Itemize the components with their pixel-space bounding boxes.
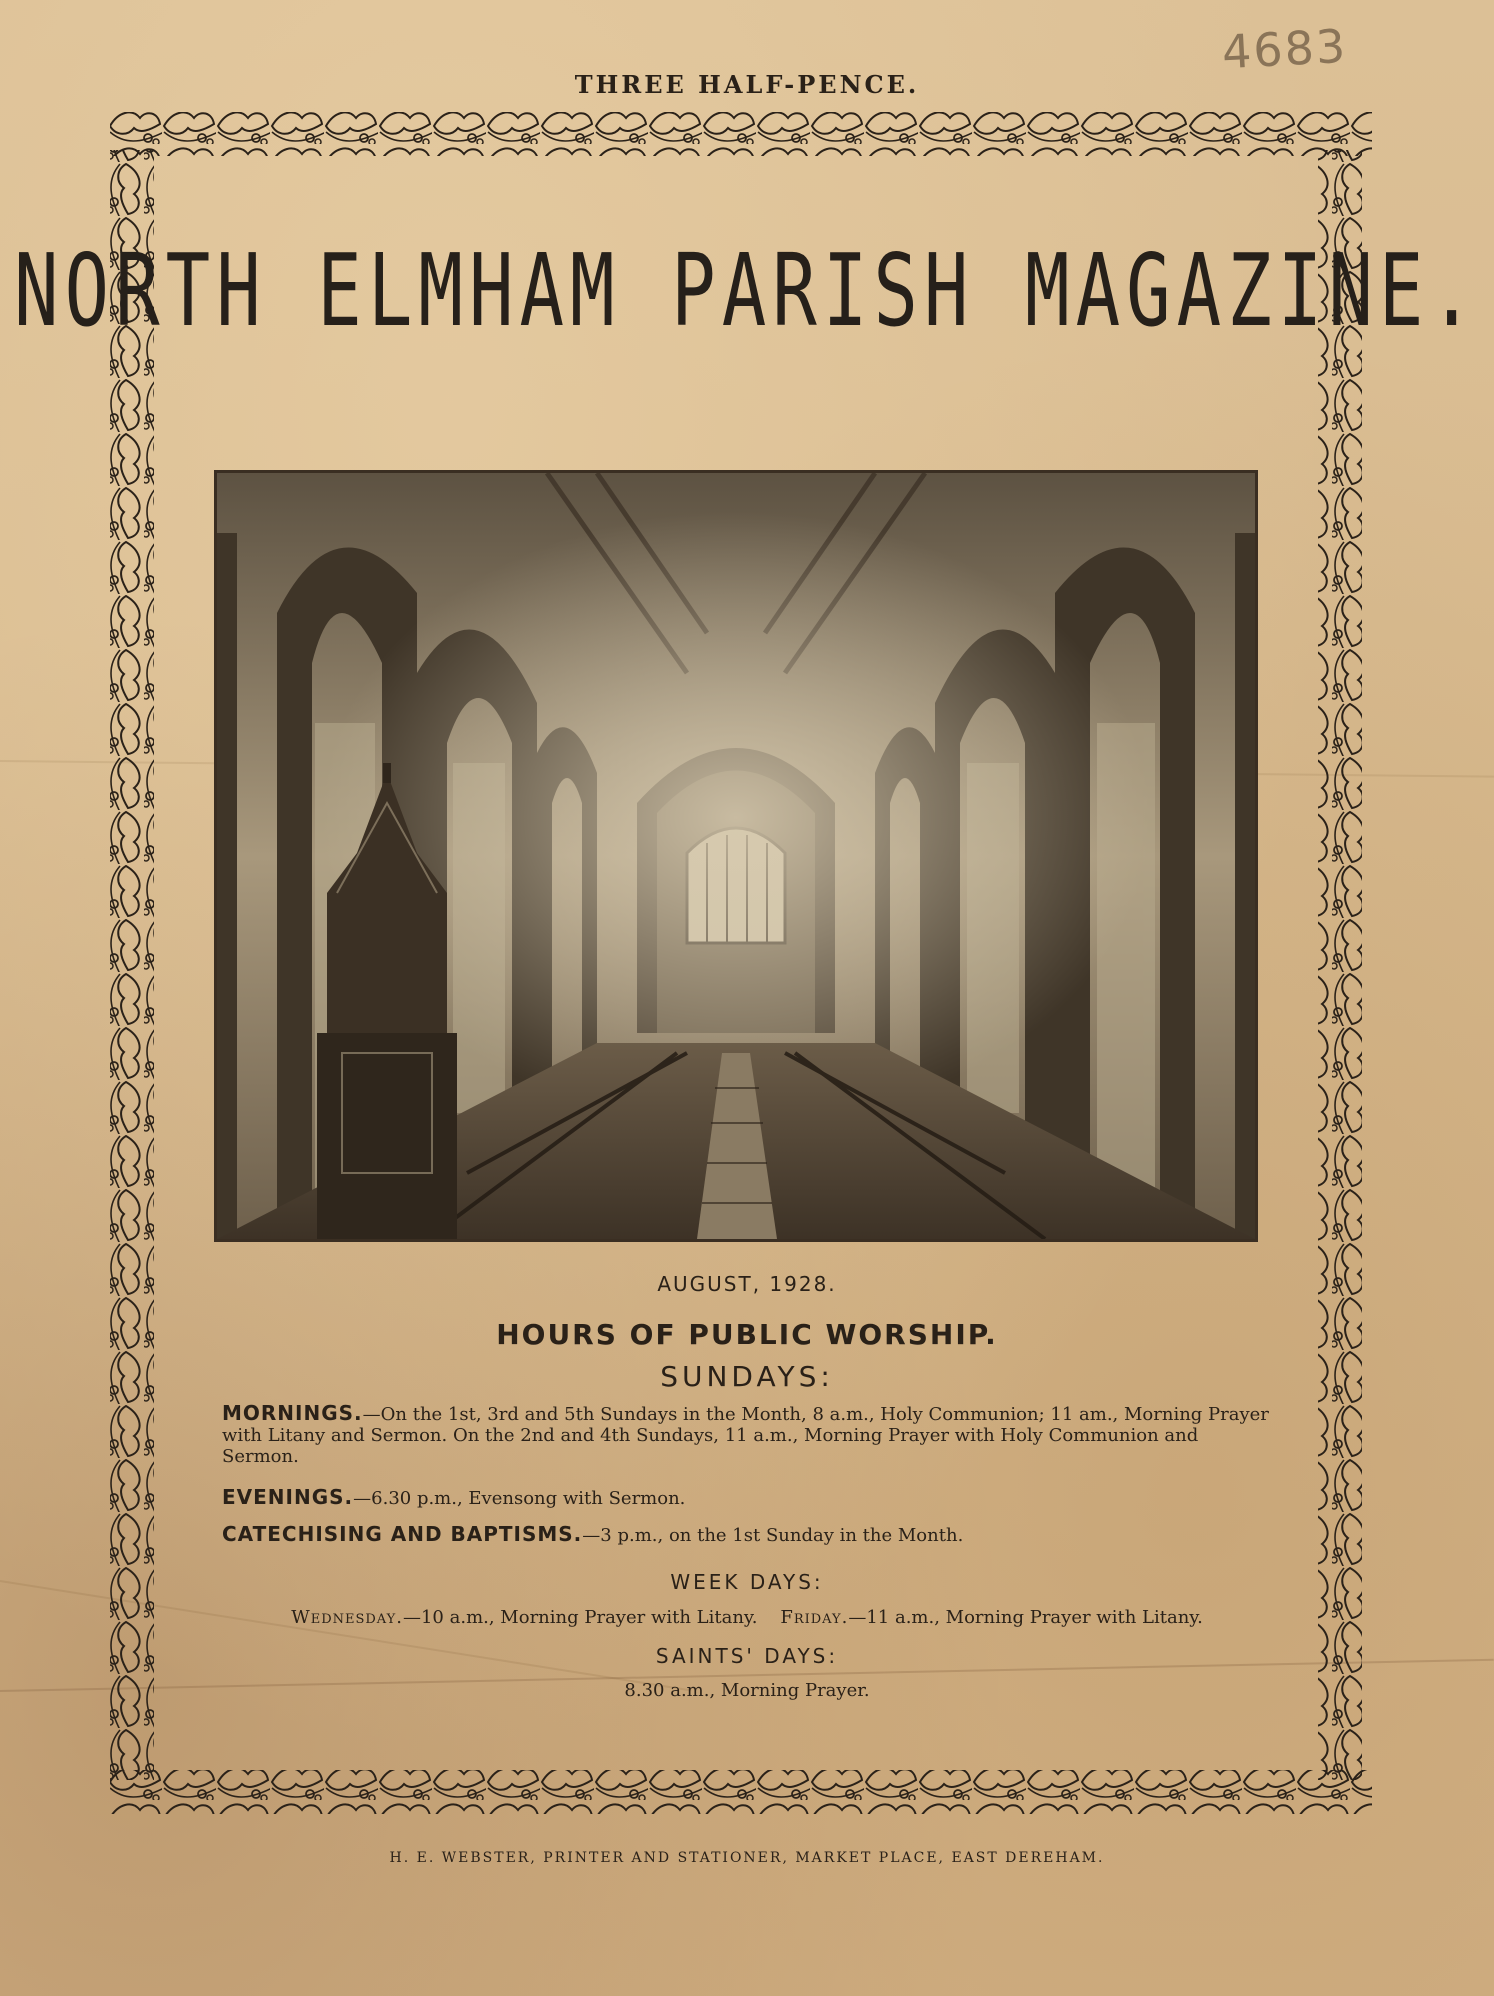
mornings-entry — [222, 1403, 1272, 1467]
mornings-text: —On the 1st, 3rd and 5th Sundays in the Month, 8 a.m., Holy Communion; 11 am., Morning Prayer with Litany and Sermon. On the 2nd and 4th Sundays, 11 a.m., Morning Prayer with Holy Communion and Sermon. — [222, 1404, 1269, 1467]
weekdays-entry — [0, 1607, 1494, 1628]
magazine-title: NORTH ELMHAM PARISH MAGAZINE. — [13, 232, 1480, 350]
price-line: THREE HALF-PENCE. — [574, 70, 920, 99]
hours-heading: HOURS OF PUBLIC WORSHIP. — [496, 1318, 998, 1351]
catechising-label: CATECHISING AND BAPTISMS. — [222, 1522, 583, 1546]
mornings-label: MORNINGS. — [222, 1401, 363, 1425]
border-bottom — [110, 1770, 1372, 1814]
catechising-text: —3 p.m., on the 1st Sunday in the Month. — [582, 1525, 964, 1546]
weekdays-heading: WEEK DAYS: — [670, 1570, 824, 1594]
wednesday-text: —10 a.m., Morning Prayer with Litany. — [402, 1607, 758, 1628]
handwritten-catalogue-number: 4683 — [1220, 18, 1349, 80]
evenings-label: EVENINGS. — [222, 1485, 354, 1509]
friday-text: —11 a.m., Morning Prayer with Litany. — [848, 1607, 1203, 1628]
printer-imprint: H. E. WEBSTER, PRINTER AND STATIONER, MARKET PLACE, EAST DEREHAM. — [389, 1850, 1105, 1866]
church-interior-photo — [214, 470, 1258, 1242]
saints-days-heading: SAINTS' DAYS: — [655, 1644, 839, 1668]
evenings-text: —6.30 p.m., Evensong with Sermon. — [353, 1488, 686, 1509]
border-top — [110, 112, 1372, 156]
catechising-entry — [222, 1524, 1272, 1546]
evenings-entry — [222, 1487, 1272, 1509]
sundays-heading: SUNDAYS: — [660, 1360, 834, 1393]
border-right — [1318, 150, 1362, 1780]
friday-label: Friday. — [780, 1607, 849, 1628]
issue-date: AUGUST, 1928. — [657, 1272, 837, 1296]
wednesday-label: Wednesday. — [291, 1607, 403, 1628]
saints-days-text: 8.30 a.m., Morning Prayer. — [624, 1680, 870, 1701]
border-left — [110, 150, 154, 1780]
